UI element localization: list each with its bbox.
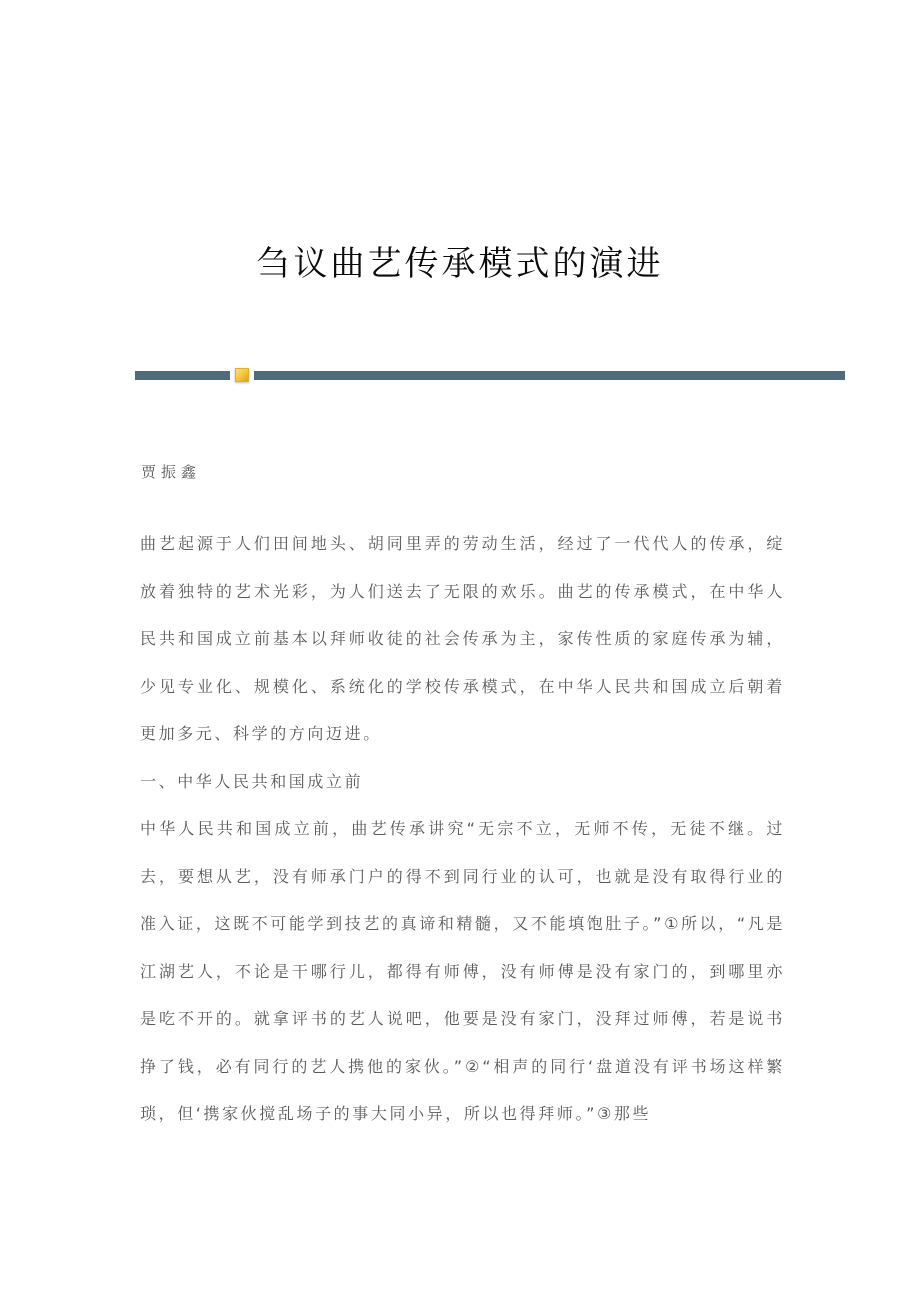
- section-1-paragraph: 中华人民共和国成立前，曲艺传承讲究“无宗不立，无师不传，无徒不继。过去，要想从艺，没有师承门户的得不到同行业的认可，也就是没有取得行业的准入证，这既不可能学到技艺的真谛和精髓，又不能填饱肚子。”①所以，“凡是江湖艺人，不论是干哪行儿，都得有师傅，没有师傅是没有家门的，到哪里亦是吃不开的。就拿评书的艺人说吧，他要是没有家门，没拜过师傅，若是说书挣了钱，必有同行的艺人携他的家伙。”②“相声的同行‘盘道没有评书场这样繁琐，但‘携家伙搅乱场子的事大同小异，所以也得拜师。”③那些: [140, 819, 785, 1123]
- divider-gold-square-ornament: [235, 368, 249, 382]
- title-divider-rule: [135, 368, 845, 382]
- intro-paragraph: 曲艺起源于人们田间地头、胡同里弄的劳动生活，经过了一代代人的传承，绽放着独特的艺术光彩，为人们送去了无限的欢乐。曲艺的传承模式，在中华人民共和国成立前基本以拜师收徒的社会传承为主，家传性质的家庭传承为辅，少见专业化、规模化、系统化的学校传承模式，在中华人民共和国成立后朝着更加多元、科学的方向迈进。: [140, 534, 785, 743]
- divider-bar-left-segment: [135, 371, 230, 380]
- article-body: [140, 520, 785, 1138]
- divider-bar-right-segment: [254, 371, 845, 380]
- author-name: 贾振鑫: [141, 463, 202, 481]
- section-1-heading: 一、中华人民共和国成立前: [140, 771, 364, 791]
- article-title: 刍议曲艺传承模式的演进: [256, 243, 664, 284]
